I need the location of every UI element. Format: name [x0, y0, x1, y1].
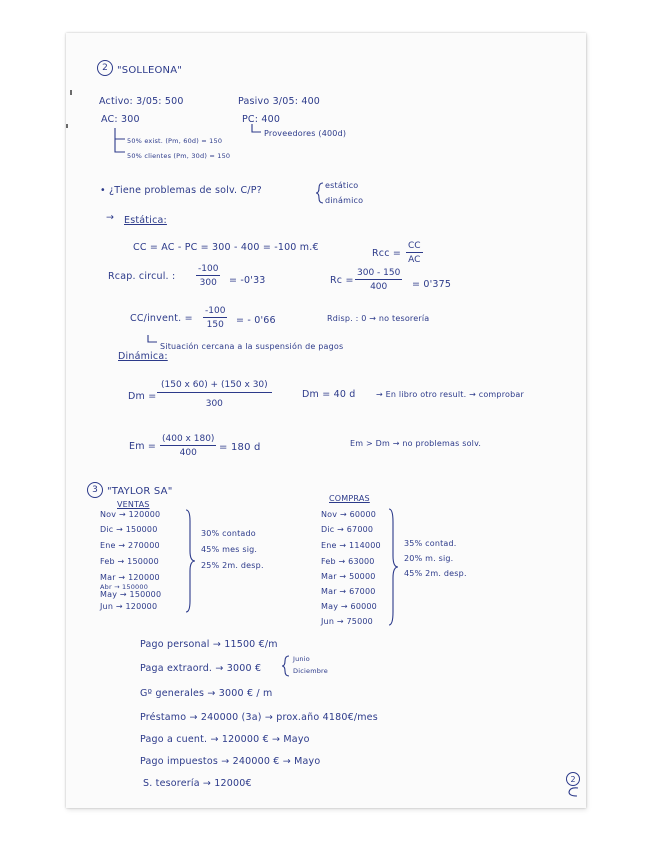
ventas-row: May → 150000	[100, 590, 162, 599]
rcc-numerator: CC	[408, 241, 421, 251]
compras-note: 35% contad.	[404, 539, 457, 548]
pago-line: Gº generales → 3000 € / m	[140, 688, 273, 699]
option-estatico: estático	[325, 181, 359, 190]
ventas-row: Jun → 120000	[100, 602, 158, 611]
rcap-denominator: 300	[199, 278, 217, 288]
brace-icon	[282, 655, 290, 677]
solvency-question: • ¿Tiene problemas de solv. C/P?	[100, 185, 262, 196]
exercise-number: 2	[102, 63, 108, 73]
option-dinamico: dinámico	[325, 196, 364, 205]
exercise-number-circle	[87, 482, 103, 498]
ventas-note: 45% mes sig.	[201, 545, 258, 554]
rcc-label: Rcc =	[372, 248, 402, 259]
pago-line: S. tesorería → 12000€	[143, 778, 252, 789]
pago-line: Pago personal → 11500 €/m	[140, 639, 278, 650]
compras-header: COMPRAS	[329, 494, 370, 503]
arrow-hook-icon	[113, 128, 127, 158]
compras-note: 45% 2m. desp.	[404, 569, 467, 578]
dm-numerator: (150 x 60) + (150 x 30)	[157, 380, 272, 393]
pago-line: Pago a cuent. → 120000 € → Mayo	[140, 734, 310, 745]
scan-mark	[70, 90, 72, 95]
compras-row: Mar → 50000	[321, 572, 376, 581]
cc-invent-denominator: 150	[206, 320, 224, 330]
em-comparison: Em > Dm → no problemas solv.	[350, 439, 482, 448]
dm-label: Dm =	[128, 391, 157, 402]
exercise-title: "SOLLEONA"	[117, 65, 183, 76]
page-corner-mark	[566, 786, 580, 798]
compras-row: Feb → 63000	[321, 557, 375, 566]
em-numerator: (400 x 180)	[162, 434, 215, 444]
brace-icon	[389, 508, 399, 626]
activo-line: Activo: 3/05: 500	[99, 96, 184, 107]
ventas-note: 30% contado	[201, 529, 256, 538]
ventas-row: Abr → 150000	[100, 583, 149, 591]
ventas-row: Ene → 270000	[100, 541, 160, 550]
rcap-fraction	[196, 264, 220, 288]
cc-invent-label: CC/invent. =	[130, 313, 193, 324]
ventas-header: VENTAS	[117, 500, 150, 509]
page-number: 2	[570, 774, 576, 784]
compras-row: Jun → 75000	[321, 617, 373, 626]
clientes-note: 50% clientes (Pm, 30d) = 150	[127, 152, 231, 160]
pago-line: Pago impuestos → 240000 € → Mayo	[140, 756, 321, 767]
rcap-result: = -0'33	[229, 275, 266, 286]
rc-numerator: 300 - 150	[357, 268, 401, 278]
situacion-note: Situación cercana a la suspensión de pagos	[160, 342, 344, 351]
cc-invent-result: = - 0'66	[236, 315, 276, 326]
compras-row: Dic → 67000	[321, 525, 374, 534]
compras-row: Nov → 60000	[321, 510, 377, 519]
dm-book-note: → En libro otro result. → comprobar	[376, 390, 524, 399]
ventas-row: Dic → 150000	[100, 525, 158, 534]
compras-row: Ene → 114000	[321, 541, 381, 550]
pago-line: Paga extraord. → 3000 €	[140, 663, 262, 674]
rcc-denominator: AC	[408, 255, 421, 265]
estatica-arrow: →	[106, 212, 115, 223]
rdisp-line: Rdisp. : 0 → no tesorería	[327, 314, 430, 323]
dm-result: Dm = 40 d	[302, 389, 356, 400]
rcap-label: Rcap. circul. :	[108, 271, 176, 282]
rc-result: = 0'375	[412, 279, 452, 290]
em-fraction	[160, 434, 216, 458]
brace-icon	[316, 182, 324, 204]
proveedores-note: Proveedores (400d)	[264, 129, 347, 138]
scan-mark	[66, 124, 68, 128]
ventas-row: Feb → 150000	[100, 557, 159, 566]
estatica-heading: Estática:	[124, 215, 167, 226]
ventas-note: 25% 2m. desp.	[201, 561, 264, 570]
exercise-title: "TAYLOR SA"	[107, 486, 173, 497]
extra-option: Diciembre	[293, 667, 328, 675]
compras-row: May → 60000	[321, 602, 377, 611]
dm-denominator: 300	[205, 399, 223, 409]
ventas-row: Nov → 120000	[100, 510, 161, 519]
rcc-fraction	[406, 241, 423, 265]
arrow-hook-icon	[146, 335, 158, 347]
arrow-hook-icon	[250, 124, 262, 136]
ac-line: AC: 300	[101, 114, 140, 125]
compras-note: 20% m. sig.	[404, 554, 454, 563]
cc-invent-numerator: -100	[205, 306, 226, 316]
dinamica-heading: Dinámica:	[118, 351, 168, 362]
em-label: Em =	[129, 441, 157, 452]
dm-fraction	[157, 380, 272, 409]
exercise-number: 3	[92, 485, 98, 495]
pc-line: PC: 400	[242, 114, 281, 125]
cc-formula: CC = AC - PC = 300 - 400 = -100 m.€	[133, 242, 319, 253]
rcap-numerator: -100	[198, 264, 219, 274]
rc-denominator: 400	[370, 282, 388, 292]
brace-icon	[186, 509, 196, 613]
pasivo-line: Pasivo 3/05: 400	[238, 96, 321, 107]
existencias-note: 50% exist. (Pm, 60d) = 150	[127, 137, 223, 145]
em-result: = 180 d	[219, 442, 261, 453]
rc-fraction	[355, 268, 402, 292]
cc-invent-fraction	[203, 306, 227, 330]
ventas-row: Mar → 120000	[100, 573, 160, 582]
em-denominator: 400	[179, 448, 197, 458]
extra-option: Junio	[293, 655, 310, 663]
compras-row: Mar → 67000	[321, 587, 376, 596]
exercise-number-circle	[97, 60, 113, 76]
rc-label: Rc =	[330, 275, 354, 286]
pago-line: Préstamo → 240000 (3a) → prox.año 4180€/mes	[140, 712, 378, 723]
page-number-circle	[566, 772, 580, 786]
